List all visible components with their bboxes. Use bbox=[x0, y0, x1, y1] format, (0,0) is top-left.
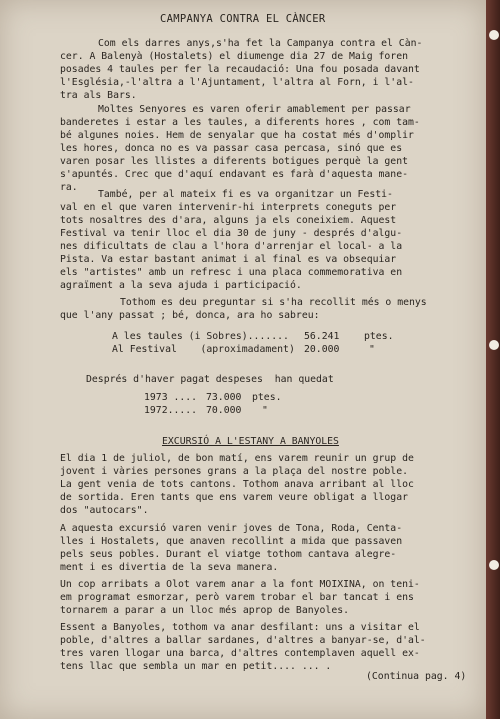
text-line: Un cop arribats a Olot varem anar a la font MOIXINA, on teni- bbox=[60, 579, 420, 590]
text-line: Tothom es deu preguntar si s'ha recollit més o menys bbox=[120, 297, 427, 308]
amount-unit: ptes. bbox=[364, 331, 394, 342]
year-value: 70.000 bbox=[206, 405, 242, 416]
amount-value: 20.000 bbox=[304, 344, 340, 355]
text-line: tres varen llogar una barca, d'altres contemplaven aquell ex- bbox=[60, 648, 420, 659]
paragraph-5: Després d'haver pagat despeses han quedat bbox=[86, 374, 334, 385]
text-line: Essent a Banyoles, tothom va anar desfilant: uns a visitar el bbox=[60, 622, 420, 633]
amount-label: A les taules (i Sobres)....... bbox=[112, 331, 289, 342]
text-line: s'apuntés. Crec que d'aquí endavant es farà d'aquesta mane- bbox=[60, 169, 408, 180]
text-line: les hores, donca no es va passar casa percasa, sinó que es bbox=[60, 143, 403, 154]
text-line: jovent i vàries persones grans a la plaça del nostre poble. bbox=[60, 466, 408, 477]
page-title: CAMPANYA CONTRA EL CÀNCER bbox=[160, 13, 326, 25]
text-line: Festival va tenir lloc el dia 30 de juny - després d'algu- bbox=[60, 228, 403, 239]
text-line: tens llac que sembla un mar en petit.... ... . bbox=[60, 661, 332, 672]
section-subtitle: EXCURSIÓ A L'ESTANY A BANYOLES bbox=[162, 436, 339, 447]
text-line: La gent venia de tots cantons. Tothom anava arribant al lloc bbox=[60, 479, 414, 490]
text-line: bé algunes noies. Hem de senyalar que ha costat més d'omplir bbox=[60, 130, 414, 141]
amount-unit: " bbox=[369, 344, 375, 355]
text-line: dos "autocars". bbox=[60, 505, 149, 516]
text-line: tots nosaltres des d'ara, alguns ja els coneixiem. Aquest bbox=[60, 215, 397, 226]
text-line: Moltes Senyores es varen oferir amablement per passar bbox=[98, 104, 411, 115]
text-line: ment i es divertia de la seva manera. bbox=[60, 562, 279, 573]
text-line: varen posar les llistes a diferents botigues perquè la gent bbox=[60, 156, 408, 167]
text-line: l'Església,-l'altra a l'Ajuntament, l'altra al Forn, i l'al- bbox=[60, 77, 414, 88]
amount-value: 56.241 bbox=[304, 331, 340, 342]
text-line: Pista. Va estar bastant animat i al final es va obsequiar bbox=[60, 254, 397, 265]
text-line: agraïment a la seva ajuda i participació. bbox=[60, 280, 302, 291]
year-label: 1973 .... bbox=[144, 392, 198, 403]
text-line: que l'any passat ; bé, donca, ara ho sabreu: bbox=[60, 310, 320, 321]
year-unit: " bbox=[262, 405, 268, 416]
text-line: lles i Hostalets, que anaven recollint a mida que passaven bbox=[60, 536, 403, 547]
year-label: 1972..... bbox=[144, 405, 198, 416]
text-line: posades 4 taules per fer la recaudació: Una fou posada davant bbox=[60, 64, 420, 75]
text-line: els "artistes" amb un refresc i una placa commemorativa en bbox=[60, 267, 403, 278]
text-line: tra als Bars. bbox=[60, 90, 137, 101]
text-line: banderetes i estar a les taules, a diferents hores , com tam- bbox=[60, 117, 420, 128]
text-line: nes dificultats de clau a l'hora d'arrenjar el local- a la bbox=[60, 241, 403, 252]
text-line: tornarem a parar a un lloc més aprop de Banyoles. bbox=[60, 605, 350, 616]
text-line: cer. A Balenyà (Hostalets) el diumenge dia 27 de Maig foren bbox=[60, 51, 408, 62]
year-value: 73.000 bbox=[206, 392, 242, 403]
amount-label: Al Festival (aproximadament) bbox=[112, 344, 295, 355]
text-line: A aquesta excursió varen venir joves de Tona, Roda, Centa- bbox=[60, 523, 403, 534]
text-line: em programat esmorzar, però varem trobar el bar tancat i ens bbox=[60, 592, 414, 603]
text-line: El dia 1 de juliol, de bon matí, ens varem reunir un grup de bbox=[60, 453, 414, 464]
continued-note: (Continua pag. 4) bbox=[366, 671, 467, 682]
text-line: de sortida. Eren tants que ens varem veure obligat a llogar bbox=[60, 492, 408, 503]
binder-edge bbox=[486, 0, 500, 719]
binder-hole bbox=[489, 560, 499, 570]
text-line: També, per al mateix fi es va organitzar un Festi- bbox=[98, 189, 393, 200]
text-line: pels seus pobles. Durant el viatge tothom cantava alegre- bbox=[60, 549, 397, 560]
text-line: ra. bbox=[60, 182, 78, 193]
text-line: Com els darres anys,s'ha fet la Campanya contra el Càn- bbox=[98, 38, 423, 49]
binder-hole bbox=[489, 340, 499, 350]
text-line: val en el que varen intervenir-hi interprets coneguts per bbox=[60, 202, 397, 213]
text-line: poble, d'altres a ballar sardanes, d'altres a banyar-se, d'al- bbox=[60, 635, 426, 646]
binder-hole bbox=[489, 30, 499, 40]
year-unit: ptes. bbox=[252, 392, 282, 403]
